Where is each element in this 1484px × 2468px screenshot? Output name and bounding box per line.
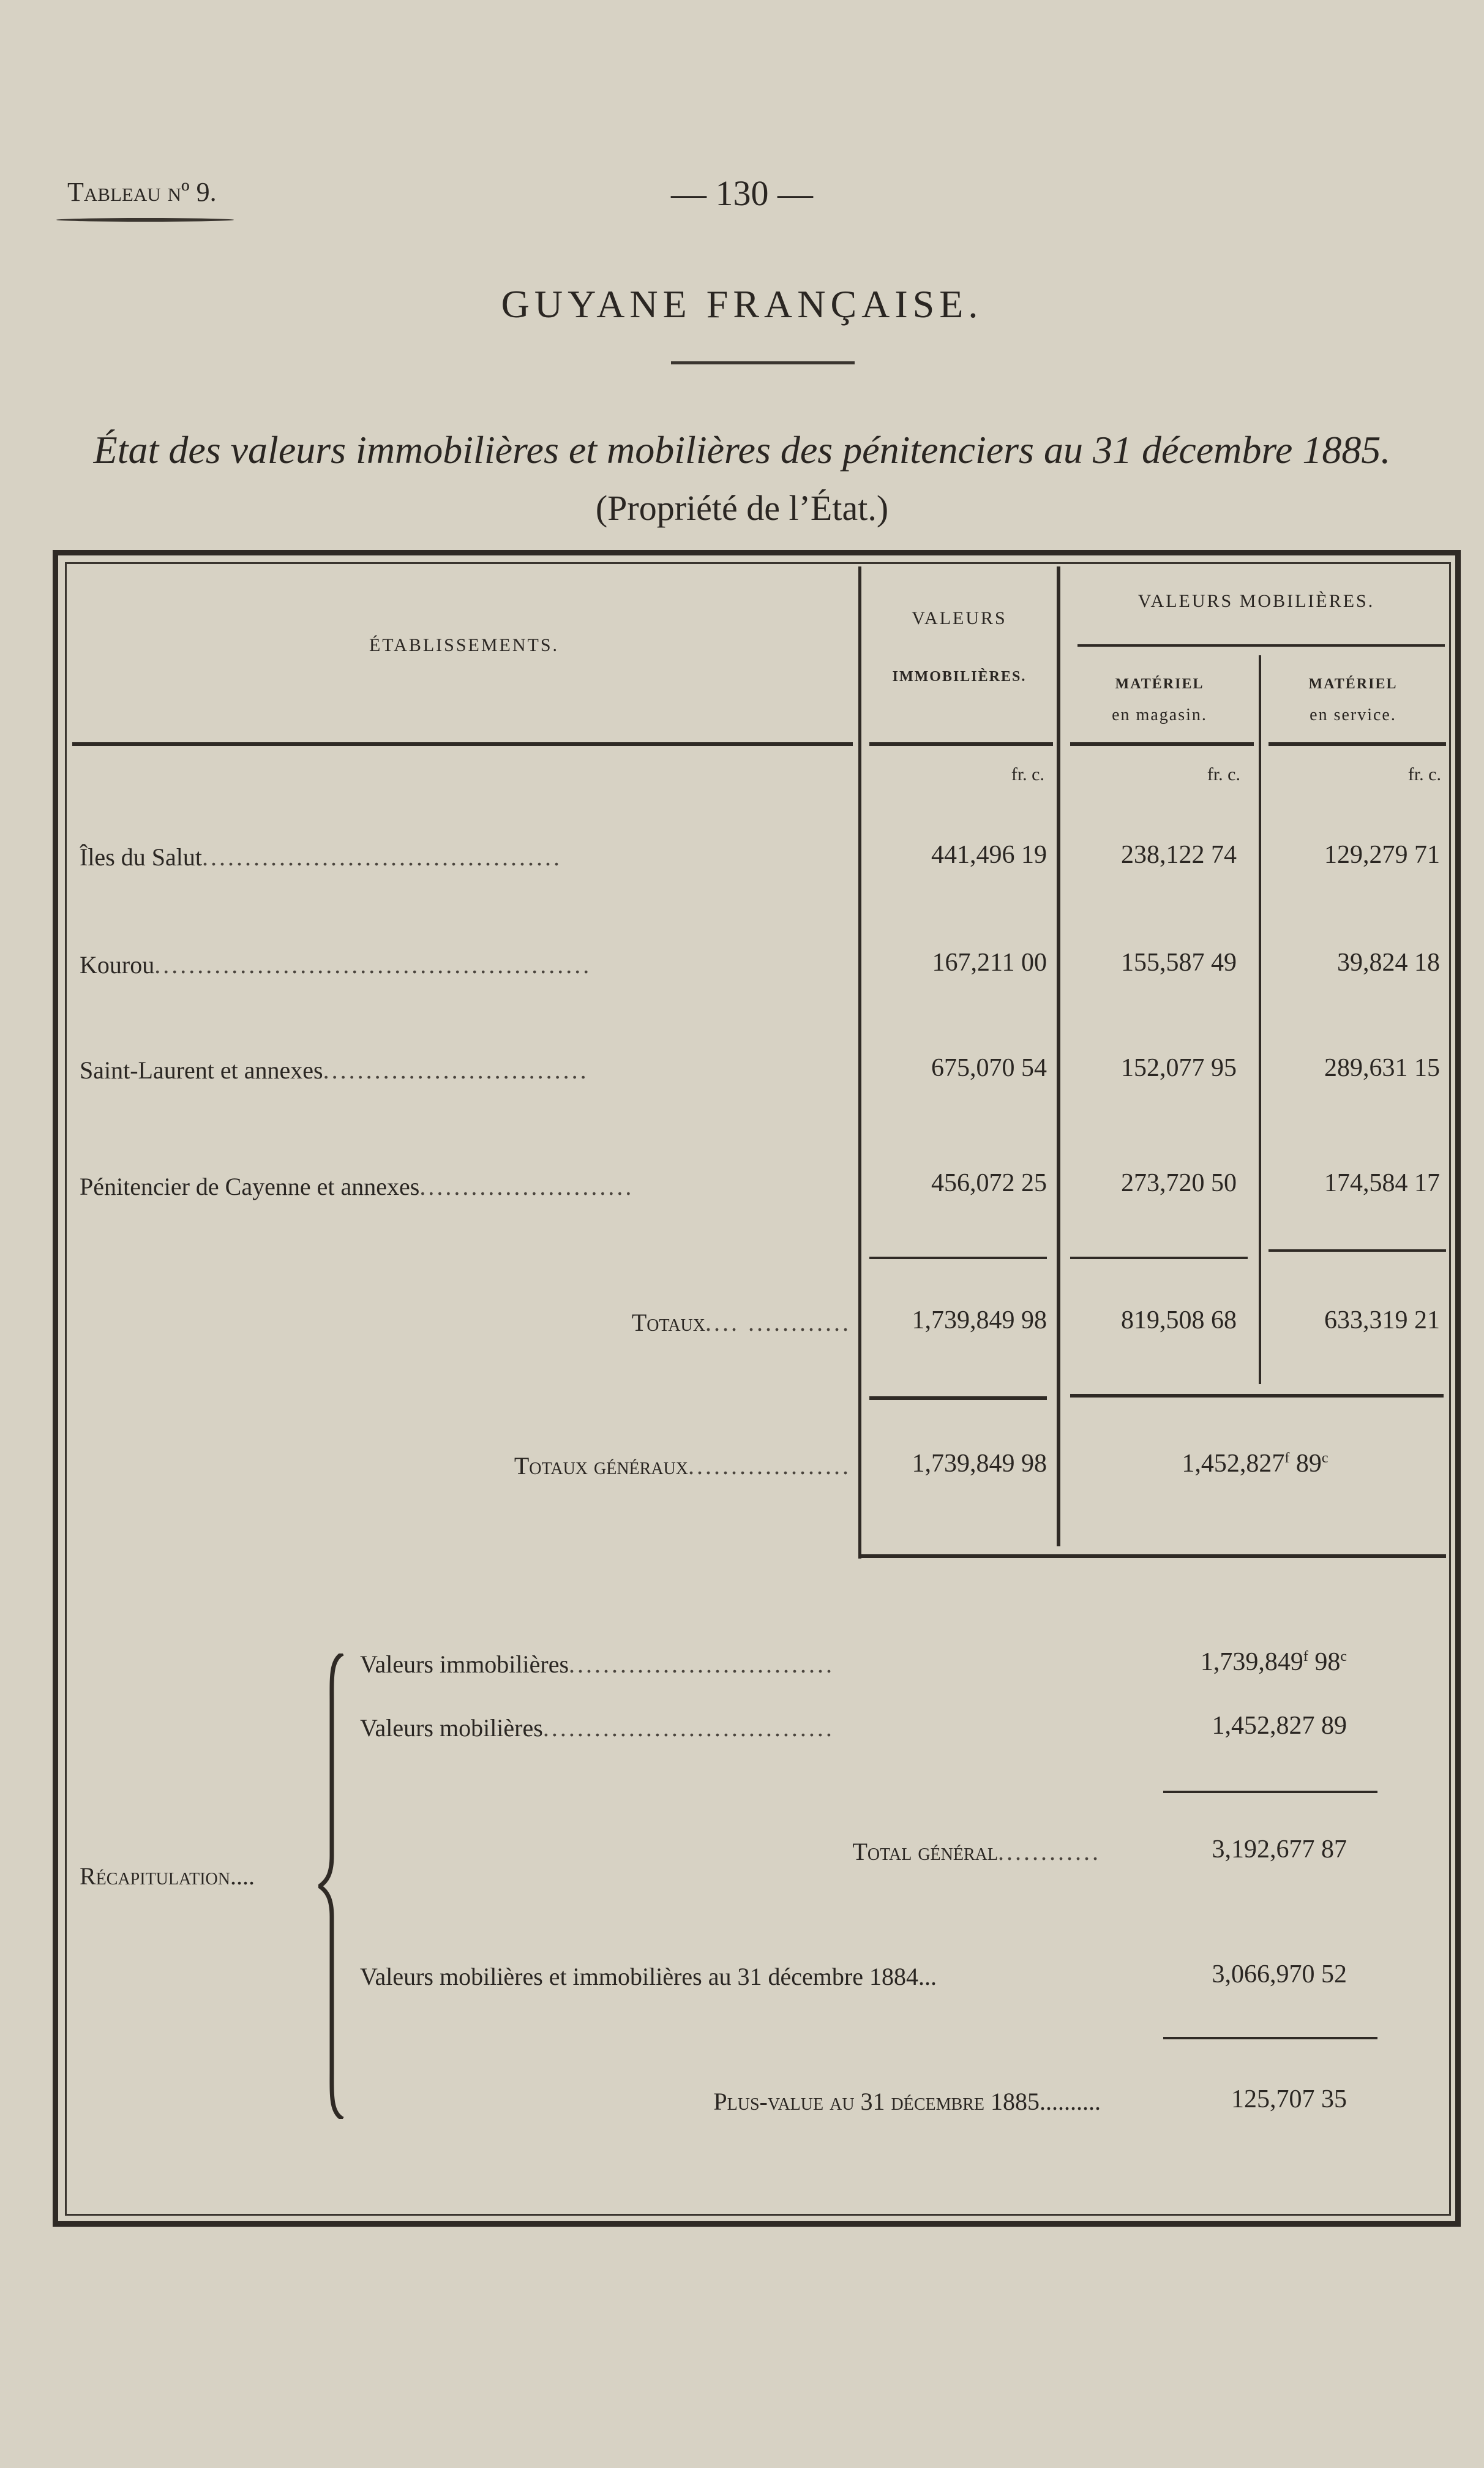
header-rule-service	[1269, 742, 1446, 746]
table-row-label: Kourou...................................................	[80, 951, 592, 979]
page-subtitle: État des valeurs immobilières et mobilières des pénitenciers au 31 décembre 1885.	[93, 428, 1391, 472]
recap-valeurs-1884-label: Valeurs mobilières et immobilières au 31 décembre 1884...	[360, 1963, 937, 1990]
recap-valeurs-1884-value: 3,066,970 52	[1212, 1960, 1347, 1988]
totaux-generaux-label: Totaux généraux...................	[514, 1452, 851, 1480]
col-divider-1	[858, 566, 861, 1240]
header-en-service: en service.	[1310, 705, 1396, 724]
recap-valeurs-mob-label: Valeurs mobilières..................................	[360, 1714, 834, 1742]
table-cell-service: 174,584 17	[1324, 1169, 1440, 1197]
recap-valeurs-mob-value: 1,452,827 89	[1212, 1712, 1347, 1740]
recap-brace	[318, 1653, 349, 2119]
recap-plus-value-value: 125,707 35	[1231, 2085, 1347, 2113]
header-rule-magasin	[1070, 742, 1254, 746]
header-rule-left	[72, 742, 853, 746]
table-row-label: Pénitencier de Cayenne et annexes.........................	[80, 1173, 634, 1200]
col-divider-1b	[858, 1240, 861, 1559]
unit-immo: fr. c.	[1011, 764, 1044, 784]
col-divider-3	[1259, 655, 1261, 1384]
header-valeurs: VALEURS	[912, 608, 1007, 628]
totaux-rule-service	[1269, 1249, 1446, 1252]
table-cell-magasin: 238,122 74	[1121, 841, 1237, 869]
unit-service: fr. c.	[1407, 764, 1441, 784]
table-cell-magasin: 152,077 95	[1121, 1054, 1237, 1082]
recap-rule-2	[1163, 2037, 1377, 2039]
recap-valeurs-immo-label: Valeurs immobilières...............................	[360, 1650, 835, 1678]
recap-plus-value-label: Plus-value au 31 décembre 1885..........	[713, 2088, 1101, 2115]
totaux-label: Totaux.... ............	[631, 1309, 851, 1336]
page-title: GUYANE FRANÇAISE.	[501, 282, 983, 326]
header-materiel-magasin: MATÉRIEL	[1115, 676, 1204, 692]
unit-magasin: fr. c.	[1207, 764, 1240, 784]
recap-label: Récapitulation....	[80, 1862, 255, 1890]
table-bottom-rule	[858, 1554, 1446, 1558]
header-etablissements: ÉTABLISSEMENTS.	[369, 635, 560, 655]
totaux-rule-magasin	[1070, 1257, 1248, 1259]
recap-total-general-label: Total général............	[852, 1838, 1101, 1865]
page-subtitle-note: (Propriété de l’État.)	[595, 488, 889, 528]
totaux-generaux-immo: 1,739,849 98	[912, 1450, 1047, 1478]
header-valeurs-mobilieres: VALEURS MOBILIÈRES.	[1137, 591, 1375, 611]
recap-valeurs-immo-value: 1,739,849$^f$ 98$^c$	[1200, 1648, 1347, 1676]
table-cell-service: 129,279 71	[1324, 841, 1440, 869]
table-cell-service: 289,631 15	[1324, 1054, 1440, 1082]
table-cell-immo: 441,496 19	[931, 841, 1047, 869]
generaux-rule-mob	[1070, 1394, 1444, 1398]
recap-rule-1	[1163, 1791, 1377, 1793]
table-cell-magasin: 273,720 50	[1121, 1169, 1237, 1197]
table-cell-magasin: 155,587 49	[1121, 949, 1237, 977]
totaux-magasin: 819,508 68	[1121, 1306, 1237, 1334]
recap-total-general-value: 3,192,677 87	[1212, 1835, 1347, 1864]
header-immobilieres: IMMOBILIÈRES.	[892, 669, 1027, 685]
mobilieres-group-rule	[1077, 644, 1445, 647]
table-row-label: Saint-Laurent et annexes...............................	[80, 1056, 589, 1084]
totaux-service: 633,319 21	[1324, 1306, 1440, 1334]
totaux-generaux-mobilieres: 1,452,827$^f$ 89$^c$	[1182, 1450, 1328, 1478]
table-row-label: Îles du Salut..........................................	[80, 843, 562, 871]
table-cell-service: 39,824 18	[1337, 949, 1440, 977]
page-number: — 130 —	[671, 173, 813, 213]
table-cell-immo: 167,211 00	[932, 949, 1047, 977]
header-materiel-service: MATÉRIEL	[1308, 676, 1398, 692]
header-rule-immo	[869, 742, 1053, 746]
header-en-magasin: en magasin.	[1112, 705, 1207, 724]
generaux-rule-immo	[869, 1396, 1047, 1400]
totaux-rule-immo	[869, 1257, 1047, 1259]
table-cell-immo: 456,072 25	[931, 1169, 1047, 1197]
table-cell-immo: 675,070 54	[931, 1054, 1047, 1082]
totaux-immo: 1,739,849 98	[912, 1306, 1047, 1334]
title-rule	[671, 361, 855, 364]
tableau-underline	[56, 218, 234, 222]
tableau-number: Tableau nº 9.	[67, 177, 217, 207]
